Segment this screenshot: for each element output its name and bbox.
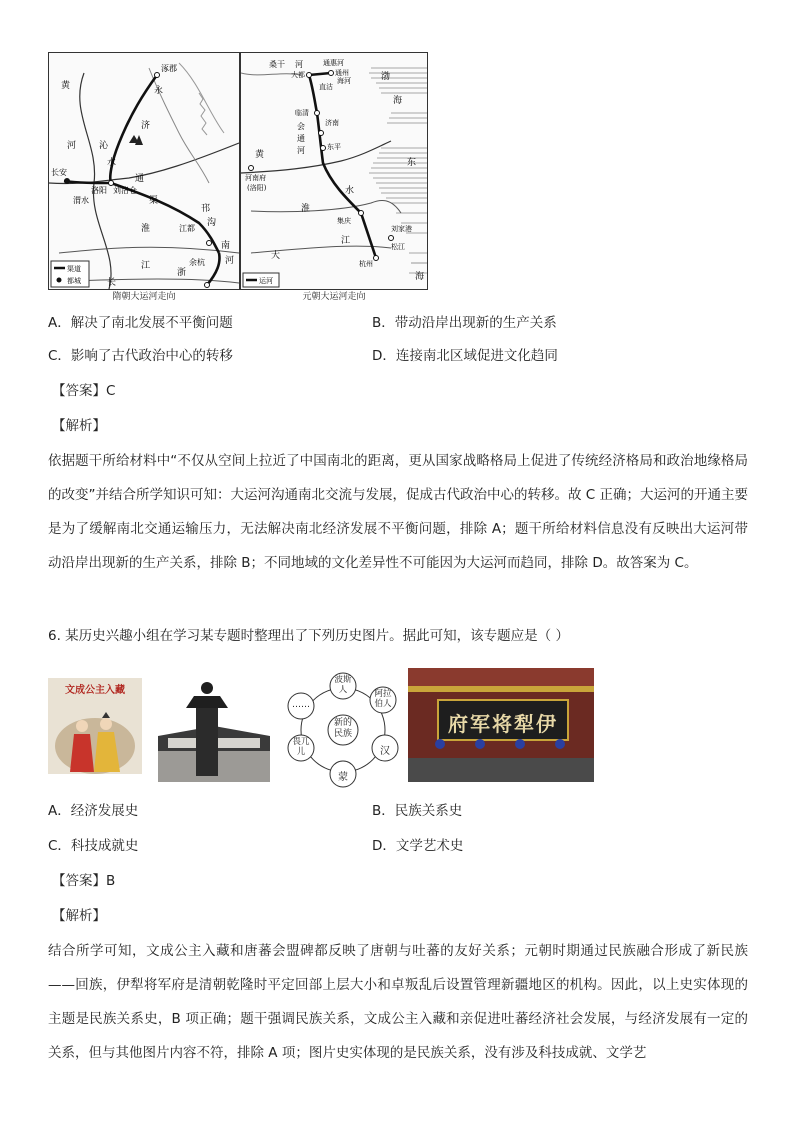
label-ji: 济 [141, 121, 151, 131]
label-nan: 南 [221, 241, 231, 251]
label-dadu: 大都 [291, 71, 305, 79]
q6-analysis: 结合所学可知，文成公主入藏和唐蕃会盟碑都反映了唐朝与吐蕃的友好关系；元朝时期通过民族融合形成了新民族——回族，伊犁将军府是清朝乾隆时平定回部上层大小和卓叛乱后设置管理新疆地区的机构。因此，以上史实体现的主题是民族关系史，B 项正确；题干强调民族关系，文成公主入藏和亲促进吐蕃经济社会发展，与经济发展有一定的关系，但与其他图片内容不符，排除 A 项；图片史实体现的是民族关系，没有涉及科技成就、文学艺 [48, 943, 748, 1061]
label-liujiagang: 刘家港 [391, 225, 412, 233]
label-hai: 海 [393, 96, 403, 106]
diagram-node-uyghur: 畏兀儿 [292, 737, 310, 757]
q6-answer: 【答案】B [52, 873, 116, 889]
label-he-yuan: 河 [295, 60, 303, 69]
label-bo: 渤 [381, 72, 391, 82]
image-stele [158, 676, 270, 782]
label-tongzhou: 通州 [335, 69, 349, 77]
label-chang: 长 [107, 278, 117, 288]
label-tonghuihe: 通惠河 [323, 59, 344, 67]
label-huang-yuan: 黄 [255, 150, 265, 160]
label-da: 大 [271, 251, 281, 261]
q6-analysis-title: 【解析】 [52, 908, 106, 924]
label-jiqing: 集庆 [337, 217, 351, 225]
label-yong: 永 [154, 86, 164, 96]
label-huai: 淮 [141, 224, 151, 234]
label-jiang: 江 [141, 261, 151, 271]
label-henanfu: 河南府 [245, 174, 266, 182]
label-han: 邗 [201, 204, 211, 214]
map-sui-caption: 隋朝大运河走向 [112, 292, 176, 302]
image-wencheng [48, 678, 142, 774]
label-zhe: 浙 [177, 268, 187, 278]
label-shui-yuan: 水 [345, 186, 355, 196]
label-jiang-yuan: 江 [341, 236, 351, 246]
label-huang: 黄 [61, 81, 71, 91]
ethnic-diagram [284, 670, 402, 790]
label-changan: 长安 [51, 168, 67, 177]
diagram-node-mongol: 蒙 [338, 772, 348, 783]
label-qu: 渠 [149, 196, 159, 206]
label-jiangdu: 江都 [179, 224, 195, 233]
legend-capital: 都城 [67, 277, 81, 285]
q5-option-b[interactable]: B．带动沿岸出现新的生产关系 [372, 315, 557, 331]
q5-option-d[interactable]: D．连接南北区域促进文化趋同 [372, 348, 558, 364]
legend-canal: 渠道 [67, 265, 81, 273]
label-hui: 会 [297, 122, 305, 131]
q5-answer: 【答案】C [52, 383, 116, 399]
wencheng-figures [48, 696, 142, 774]
label-huai-yuan: 淮 [301, 204, 311, 214]
label-jinan: 济南 [325, 119, 339, 127]
label-hai2: 海 [415, 272, 425, 282]
label-he: 河 [67, 141, 77, 151]
image-plaque [408, 668, 594, 782]
label-shui: 水 [107, 158, 117, 168]
map-sui [48, 52, 240, 290]
q6-option-a[interactable]: A．经济发展史 [48, 803, 139, 819]
map-yuan [240, 52, 428, 290]
label-gou: 沟 [207, 218, 217, 228]
label-he2: 河 [225, 256, 235, 266]
label-luoyang: 洛阳 [91, 186, 107, 195]
diagram-node-persian: 波斯人 [334, 675, 352, 695]
label-weishui: 渭水 [73, 196, 89, 205]
label-zhigu: 直沽 [319, 83, 333, 91]
diagram-node-etc: …… [292, 700, 310, 710]
plaque-text: 伊犁将军府 [448, 712, 558, 736]
label-hangzhou: 杭州 [359, 260, 373, 268]
label-tong-yuan: 通 [297, 134, 305, 143]
q6-stem: 6. 某历史兴趣小组在学习某专题时整理出了下列历史图片。据此可知，该专题应是（ ） [48, 628, 569, 644]
label-qin: 沁 [99, 141, 109, 151]
diagram-center: 新的民族 [333, 718, 352, 739]
label-liyang: 刘洛仓 [113, 186, 137, 195]
image-wencheng-title: 文成公主入藏 [65, 685, 125, 696]
q5-option-a[interactable]: A．解决了南北发展不平衡问题 [48, 315, 233, 331]
label-tong: 通 [135, 174, 145, 184]
label-linqing: 临清 [295, 109, 309, 117]
legend-canal-yuan: 运河 [259, 277, 273, 285]
label-songjiang: 松江 [391, 243, 405, 251]
label-dongping: 东平 [327, 143, 341, 151]
map-yuan-graphic [241, 53, 427, 289]
q6-option-b[interactable]: B．民族关系史 [372, 803, 463, 819]
q6-option-d[interactable]: D．文学艺术史 [372, 838, 464, 854]
q5-analysis-title: 【解析】 [52, 418, 106, 434]
q5-option-c[interactable]: C．影响了古代政治中心的转移 [48, 348, 233, 364]
label-he2-yuan: 河 [297, 146, 305, 155]
q5-analysis: 依据题干所给材料中“不仅从空间上拉近了中国南北的距离，更从国家战略格局上促进了传统经济格局和政治地缘格局的改变”并结合所学知识可知：大运河沟通南北交流与发展，促成古代政治中心的转移。故 C 正确；大运河的开通主要是为了缓解南北交通运输压力，无法解决南北经济发展不平衡问题，排除 A；题干所给材料信息没有反映出大运河带动沿岸出现新的生产关系，排除 B；不同地域的文化差异性不可能因为大运河而趋同，排除 D。故答案为 C。 [48, 453, 749, 571]
map-sui-graphic [49, 53, 239, 289]
label-sanggan: 桑干 [269, 60, 285, 69]
q6-option-c[interactable]: C．科技成就史 [48, 838, 139, 854]
stele-graphic [158, 676, 270, 782]
label-dong: 东 [407, 158, 417, 168]
diagram-node-han: 汉 [380, 746, 390, 757]
label-zhuojun: 涿郡 [161, 64, 177, 73]
diagram-node-arab: 阿拉伯人 [374, 689, 392, 709]
label-yuhang: 余杭 [189, 258, 205, 267]
label-haihe: 海河 [337, 77, 351, 85]
label-luoyang-yuan: (洛阳) [247, 184, 267, 192]
map-yuan-caption: 元朝大运河走向 [302, 292, 366, 302]
